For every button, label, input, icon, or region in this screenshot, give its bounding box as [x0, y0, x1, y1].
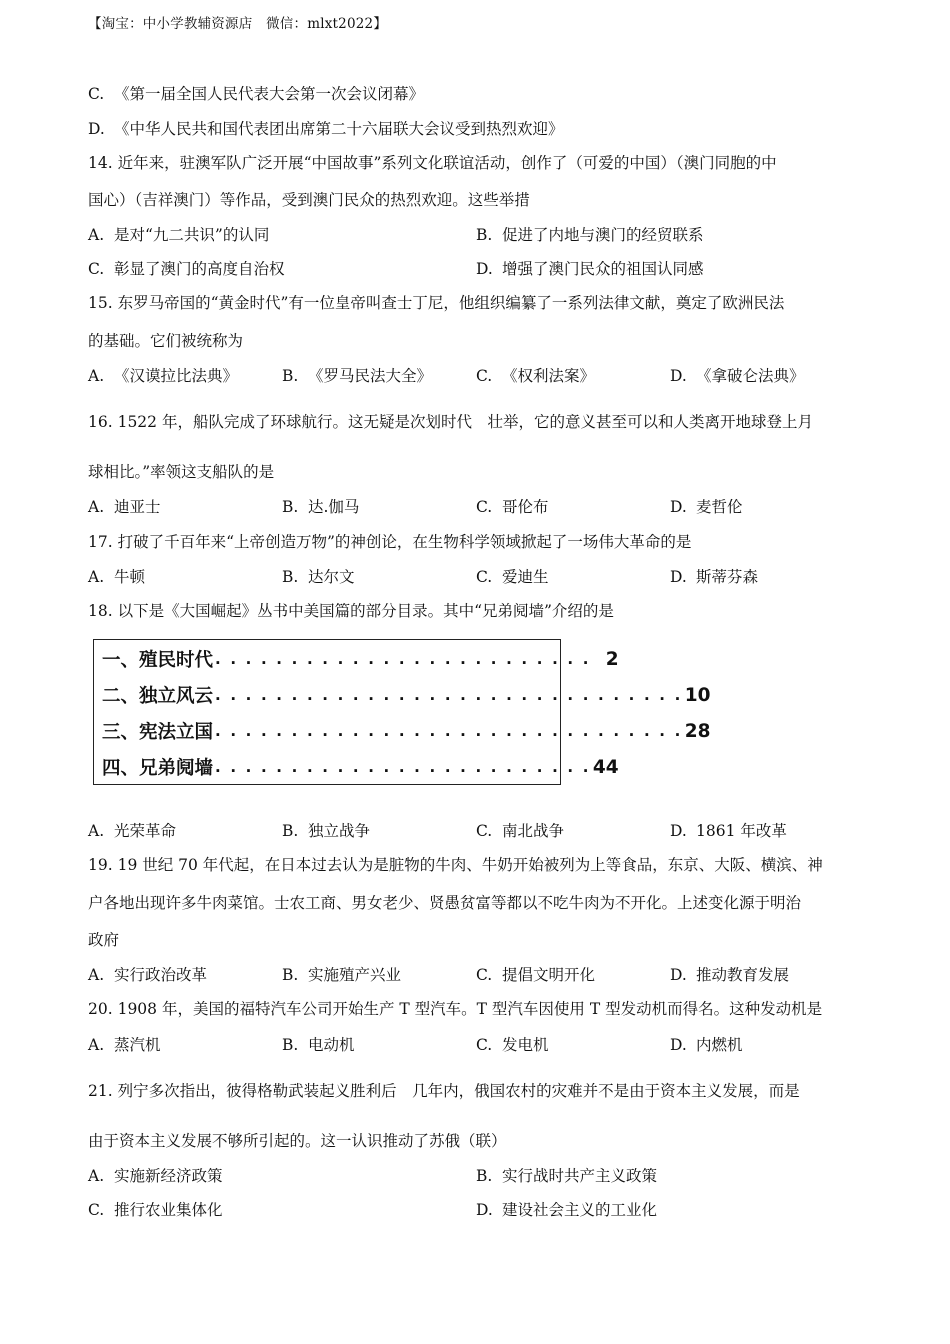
option-letter: C.: [476, 498, 493, 516]
q20-option-b: [282, 1033, 355, 1055]
q21-option-c: [88, 1198, 223, 1220]
q17-option-a: [88, 565, 145, 587]
q19-option-c: [476, 963, 595, 985]
option-letter: A.: [88, 1167, 105, 1185]
option-letter: B.: [282, 966, 299, 984]
q19-option-d: [670, 963, 789, 985]
option-text: 迪亚士: [114, 498, 161, 516]
option-letter: A.: [88, 568, 105, 586]
option-letter: A.: [88, 226, 105, 244]
q18-option-c: [476, 819, 564, 841]
option-text: 建设社会主义的工业化: [502, 1201, 658, 1219]
q15-stem-line-2: 的基础。它们被统称为: [88, 332, 244, 350]
q14-option-b: [476, 223, 704, 245]
toc-entry: [102, 752, 619, 782]
option-letter: A.: [88, 966, 105, 984]
option-text: 《拿破仑法典》: [696, 367, 805, 385]
option-text: 哥伦布: [502, 498, 549, 516]
q14-option-c: [88, 257, 285, 279]
q14-stem-line-2: 国心）（吉祥澳门）等作品，受到澳门民众的热烈欢迎。这些举措: [88, 191, 530, 209]
toc-entry-title: 二、独立风云: [102, 686, 214, 707]
toc-leader-dots: . . . . . . . . . . . . . . . . . . . . . . . . . . . . . . .: [215, 686, 683, 704]
option-text: 光荣革命: [114, 822, 177, 840]
toc-entry-page: 28: [684, 720, 711, 742]
q17-option-c: [476, 565, 549, 587]
q21-stem-line-1: 21. 列宁多次指出，彼得格勒武装起义胜利后 几年内，俄国农村的灾难并不是由于资本主义发展，而是: [88, 1082, 800, 1100]
option-text: 达尔文: [308, 568, 355, 586]
q21-option-d: [476, 1198, 657, 1220]
option-letter: D.: [670, 1036, 687, 1054]
toc-entry: [102, 680, 711, 710]
q21-stem-line-2: 由于资本主义发展不够所引起的。这一认识推动了苏俄（联）: [88, 1132, 507, 1150]
q20-option-c: [476, 1033, 549, 1055]
option-letter: C.: [88, 85, 105, 103]
q21-option-b: [476, 1164, 657, 1186]
q19-option-a: [88, 963, 207, 985]
option-text: 实施新经济政策: [114, 1167, 223, 1185]
q19-stem-line-3: 政府: [88, 931, 120, 949]
toc-leader-dots: . . . . . . . . . . . . . . . . . . . . . . . . . . . . . . .: [215, 722, 683, 740]
option-text: 内燃机: [696, 1036, 743, 1054]
toc-entry: [102, 716, 711, 746]
toc-entry-page: 2: [605, 648, 619, 670]
option-letter: D.: [670, 966, 687, 984]
q13-option-d: [88, 117, 564, 139]
option-text: 牛顿: [114, 568, 146, 586]
option-letter: B.: [282, 1036, 299, 1054]
q18-option-b: [282, 819, 370, 841]
option-letter: C.: [476, 966, 493, 984]
option-text: 实行政治改革: [114, 966, 208, 984]
option-text: 1861 年改革: [696, 822, 787, 840]
q14-option-a: [88, 223, 269, 245]
option-letter: A.: [88, 1036, 105, 1054]
option-letter: C.: [476, 568, 493, 586]
q21-option-a: [88, 1164, 223, 1186]
option-text: 《罗马民法大全》: [308, 367, 433, 385]
option-letter: D.: [670, 568, 687, 586]
option-text: 电动机: [308, 1036, 355, 1054]
option-letter: B.: [476, 226, 493, 244]
toc-leader-dots: . . . . . . . . . . . . . . . . . . . . . . . . .: [215, 758, 591, 776]
option-text: 《权利法案》: [502, 367, 596, 385]
q14-stem-line-1: 14. 近年来，驻澳军队广泛开展“中国故事”系列文化联谊活动，创作了（可爱的中国）（澳门同胞的中: [88, 154, 777, 172]
option-letter: C.: [88, 1201, 105, 1219]
option-letter: D.: [88, 120, 105, 138]
option-text: 实行战时共产主义政策: [502, 1167, 658, 1185]
option-letter: A.: [88, 498, 105, 516]
option-text: 推行农业集体化: [114, 1201, 223, 1219]
option-letter: B.: [282, 822, 299, 840]
option-letter: C.: [88, 260, 105, 278]
q18-option-a: [88, 819, 176, 841]
option-text: 实施殖产兴业: [308, 966, 402, 984]
q13-option-c: [88, 82, 424, 104]
q15-option-b: [282, 364, 432, 386]
option-letter: A.: [88, 367, 105, 385]
option-text: 蒸汽机: [114, 1036, 161, 1054]
option-letter: D.: [670, 822, 687, 840]
option-text: 《汉谟拉比法典》: [114, 367, 239, 385]
q20-stem-line-1: 20. 1908 年，美国的福特汽车公司开始生产 T 型汽车。T 型汽车因使用 T 型发动机而得名。这种发动机是: [88, 1000, 823, 1018]
q19-stem-line-1: 19. 19 世纪 70 年代起，在日本过去认为是脏物的牛肉、牛奶开始被列为上等食品，东京、大阪、横滨、神: [88, 856, 823, 874]
q20-option-d: [670, 1033, 743, 1055]
option-letter: C.: [476, 1036, 493, 1054]
option-text: 爱迪生: [502, 568, 549, 586]
option-text: 达.伽马: [308, 498, 360, 516]
q15-option-c: [476, 364, 595, 386]
q19-option-b: [282, 963, 401, 985]
q18-stem-line-1: 18. 以下是《大国崛起》丛书中美国篇的部分目录。其中“兄弟阋墙”介绍的是: [88, 602, 614, 620]
option-text: 是对“九二共识”的认同: [114, 226, 270, 244]
toc-entry-title: 一、殖民时代: [102, 650, 214, 671]
toc-entry: [102, 644, 619, 674]
option-letter: B.: [476, 1167, 493, 1185]
table-of-contents-box: [93, 639, 711, 785]
option-letter: B.: [282, 498, 299, 516]
option-text: 《第一届全国人民代表大会第一次会议闭幕》: [114, 85, 425, 103]
option-letter: C.: [476, 367, 493, 385]
q16-stem-line-2: 球相比。”率领这支船队的是: [88, 463, 275, 481]
q14-option-d: [476, 257, 704, 279]
q19-stem-line-2: 户各地出现许多牛肉菜馆。士农工商、男女老少、贤愚贫富等都以不吃牛肉为不开化。上述变化源于明治: [88, 894, 802, 912]
option-text: 促进了内地与澳门的经贸联系: [502, 226, 704, 244]
option-text: 斯蒂芬森: [696, 568, 759, 586]
option-text: 独立战争: [308, 822, 371, 840]
option-letter: D.: [476, 260, 493, 278]
q16-option-a: [88, 495, 161, 517]
toc-entry-title: 四、兄弟阋墙: [102, 758, 214, 779]
q17-option-d: [670, 565, 758, 587]
q17-option-b: [282, 565, 355, 587]
toc-entry-page: 10: [684, 684, 711, 706]
q20-option-a: [88, 1033, 161, 1055]
option-text: 增强了澳门民众的祖国认同感: [502, 260, 704, 278]
option-text: 麦哲伦: [696, 498, 743, 516]
toc-entry-title: 三、宪法立国: [102, 722, 214, 743]
page-header-watermark: 【淘宝：中小学教辅资源店 微信：mlxt2022】: [88, 16, 388, 32]
option-letter: D.: [670, 367, 687, 385]
option-letter: B.: [282, 568, 299, 586]
option-text: 推动教育发展: [696, 966, 790, 984]
q17-stem-line-1: 17. 打破了千百年来“上帝创造万物”的神创论，在生物科学领域掀起了一场伟大革命的是: [88, 533, 692, 551]
toc-leader-dots: . . . . . . . . . . . . . . . . . . . . . . . . .: [215, 650, 591, 668]
q16-stem-line-1: 16. 1522 年，船队完成了环球航行。这无疑是次划时代 壮举，它的意义甚至可以和人类离开地球登上月: [88, 413, 813, 431]
q15-option-d: [670, 364, 805, 386]
option-text: 提倡文明开化: [502, 966, 596, 984]
q15-option-a: [88, 364, 238, 386]
q16-option-c: [476, 495, 549, 517]
option-letter: D.: [670, 498, 687, 516]
option-text: 《中华人民共和国代表团出席第二十六届联大会议受到热烈欢迎》: [114, 120, 564, 138]
option-text: 发电机: [502, 1036, 549, 1054]
option-letter: B.: [282, 367, 299, 385]
option-text: 彰显了澳门的高度自治权: [114, 260, 285, 278]
q16-option-b: [282, 495, 359, 517]
q16-option-d: [670, 495, 743, 517]
q15-stem-line-1: 15. 东罗马帝国的“黄金时代”有一位皇帝叫查士丁尼，他组织编纂了一系列法律文献，奠定了欧洲民法: [88, 294, 785, 312]
toc-entry-page: 44: [592, 756, 619, 778]
q18-option-d: [670, 819, 787, 841]
option-text: 南北战争: [502, 822, 565, 840]
option-letter: D.: [476, 1201, 493, 1219]
option-letter: C.: [476, 822, 493, 840]
option-letter: A.: [88, 822, 105, 840]
